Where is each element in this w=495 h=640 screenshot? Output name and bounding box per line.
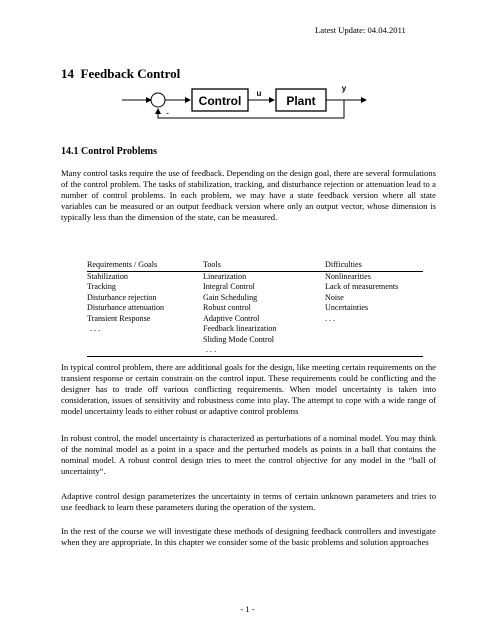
table-header-goals: Requirements / Goals (87, 260, 158, 269)
table-header-tools: Tools (203, 260, 221, 269)
paragraph-robust-control: In robust control, the model uncertainty is characterized as perturbations of a nominal model. You may think of the nominal model as a point in a space and the perturbed models as points in a ball that contains the nominal model. A robust control design tries to meet the control objective for any model in the “ball of uncertainty“. (61, 433, 436, 476)
list-item: Linearization (203, 271, 247, 281)
list-item: Stabilization (87, 271, 128, 281)
list-item: Robust control (203, 303, 251, 312)
list-item: Feedback linearization (203, 324, 277, 333)
controller-label: Control (198, 94, 242, 108)
list-item: Integral Control (203, 282, 255, 291)
list-item: Sliding Mode Control (203, 334, 275, 344)
paragraph-intro: Many control tasks require the use of feedback. Depending on the design goal, there are several formulations of the control problem. The tasks of stabilization, tracking, and disturbance rejection or attenuation lead to a number of control problems. In each problem, we may have a state feedback version where all state variables can be measured or an output feedback version where only an output vector, whose dimension is typically less than the dimension of the state, can be measured. (61, 168, 436, 222)
signal-u-label: u (256, 89, 262, 98)
paragraph-course-outline: In the rest of the course we will investigate these methods of designing feedback controllers and investigate when they are appropriate. In this chapter we consider some of the basic problems and solution approaches (61, 526, 436, 547)
goals-tools-table (87, 260, 423, 357)
table-column-difficulties (325, 271, 423, 356)
list-item: . . . (90, 324, 101, 333)
paragraph-adaptive-control: Adaptive control design parameterizes the uncertainty in terms of certain unknown parameters and tries to use feedback to learn these parameters during the operation of the system. (61, 491, 436, 512)
list-item: Disturbance rejection (87, 292, 157, 302)
list-item: Tracking (87, 282, 116, 291)
list-item: . . . (325, 313, 336, 323)
page-number: - 1 - (240, 604, 255, 614)
list-item: Uncertainties (325, 303, 369, 312)
list-item: . . . (206, 345, 217, 354)
latest-update: Latest Update: 04.04.2011 (315, 25, 406, 35)
section-heading (61, 146, 157, 157)
paragraph-design-goals: In typical control problem, there are additional goals for the design, like meeting certain requirements on the transient response or certain constrain on the control input. These requirements could be conflicting and the designer has to trade off various conflicting requirements. When model uncertainty is taken into consideration, issues of sensitivity and robustness come into play. The attempt to cope with a wide range of model uncertainty leads to either robust or adaptive control problems (61, 362, 436, 416)
table-column-tools (203, 271, 325, 356)
list-item: Adaptive Control (203, 313, 260, 323)
section-number: 14.1 (61, 146, 79, 157)
list-item: Transient Response (87, 313, 151, 323)
chapter-number: 14 (61, 66, 74, 81)
plant-label: Plant (286, 94, 316, 108)
summing-junction (151, 93, 165, 107)
feedback-block-diagram (120, 78, 370, 122)
list-item: Disturbance attenuation (87, 303, 165, 312)
minus-sign: - (166, 108, 169, 118)
signal-y-label: y (341, 84, 347, 93)
table-header-difficulties: Difficulties (325, 260, 362, 269)
list-item: Gain Scheduling (203, 292, 258, 302)
list-item: Noise (325, 292, 344, 302)
chapter-title: Feedback Control (80, 66, 181, 81)
section-title: Control Problems (81, 146, 158, 157)
list-item: Lack of measurements (325, 282, 399, 291)
list-item: Nonlinearities (325, 271, 371, 281)
table-column-goals (87, 271, 203, 356)
